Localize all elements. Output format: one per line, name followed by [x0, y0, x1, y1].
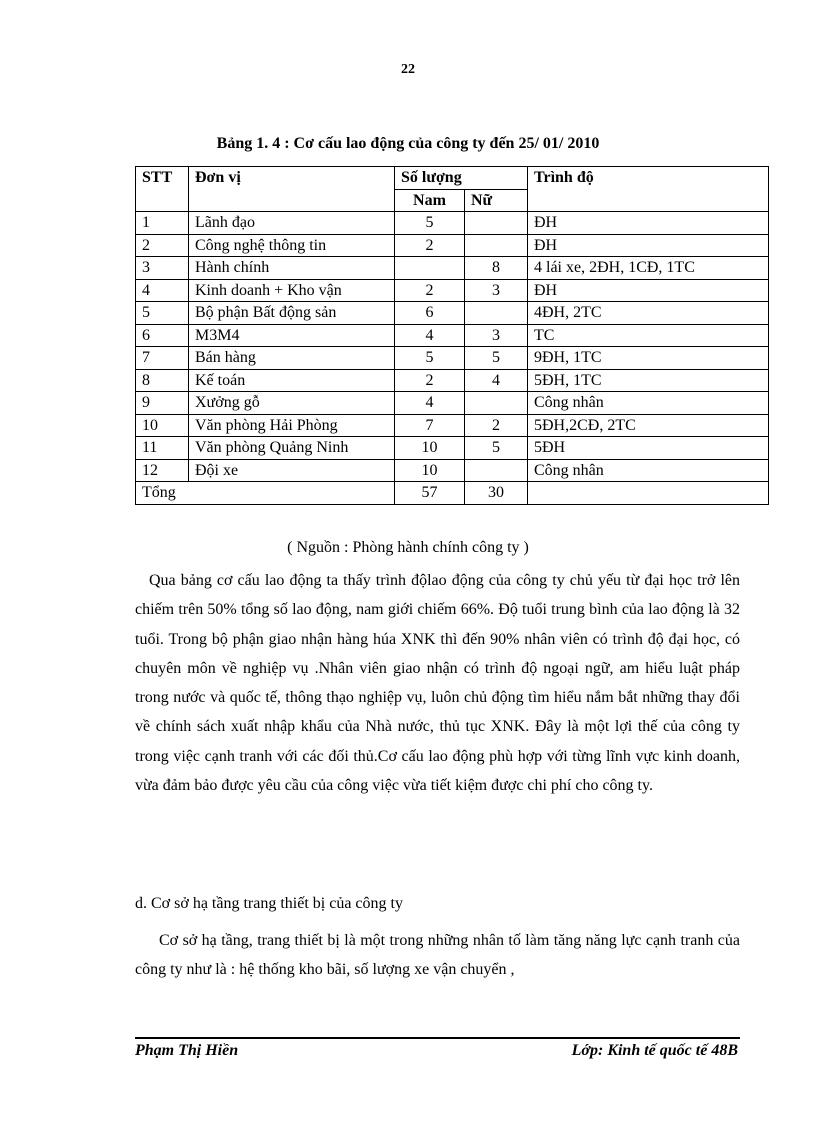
header-stt: STT	[136, 167, 189, 212]
cell-unit: Công nghệ thông tin	[189, 234, 395, 257]
paragraph-analysis: Qua bảng cơ cấu lao động ta thấy trình độlao động của công ty chủ yếu từ đại học trở lên chiếm trên 50% tổng số lao động, nam giới chiếm 66%. Độ tuổi trung bình của lao động là 32 tuổi. Trong bộ phận giao nhận hàng húa XNK thì đến 90% nhân viên có trình độ đại học, có chuyên môn về nghiệp vụ .Nhân viên giao nhận có trình độ ngoại ngữ, am hiểu luật pháp trong nước và quốc tế, thông thạo nghiệp vụ, luôn chủ động tìm hiểu nắm bắt những thay đổi về chính sách xuất nhập khẩu của Nhà nước, thủ tục XNK. Đây là một lợi thế của công ty trong việc cạnh tranh với các đối thủ.Cơ cấu lao động phù hợp với từng lĩnh vực kinh doanh, vừa đảm bảo được yêu cầu của công việc vừa tiết kiệm được chi phí cho công ty.	[135, 572, 740, 795]
cell-level: Công nhân	[528, 459, 769, 482]
total-label: Tổng	[136, 482, 395, 505]
cell-male: 4	[395, 392, 465, 415]
cell-stt: 4	[136, 279, 189, 302]
cell-unit: Lãnh đạo	[189, 212, 395, 235]
total-male: 57	[395, 482, 465, 505]
cell-female	[465, 459, 528, 482]
cell-unit: Đội xe	[189, 459, 395, 482]
cell-male: 2	[395, 279, 465, 302]
cell-female: 5	[465, 347, 528, 370]
cell-stt: 12	[136, 459, 189, 482]
cell-stt: 9	[136, 392, 189, 415]
table-row	[136, 324, 769, 347]
cell-male: 2	[395, 369, 465, 392]
cell-male: 10	[395, 437, 465, 460]
cell-level: 4ĐH, 2TC	[528, 302, 769, 325]
cell-unit: Văn phòng Hải Phòng	[189, 414, 395, 437]
section-heading: d. Cơ sở hạ tầng trang thiết bị của công ty	[135, 895, 403, 912]
cell-level: ĐH	[528, 234, 769, 257]
cell-level: ĐH	[528, 279, 769, 302]
header-female: Nữ	[465, 189, 528, 212]
cell-male: 10	[395, 459, 465, 482]
table-row	[136, 459, 769, 482]
cell-unit: Kinh doanh + Kho vận	[189, 279, 395, 302]
cell-unit: Văn phòng Quảng Ninh	[189, 437, 395, 460]
cell-female: 8	[465, 257, 528, 280]
cell-level: 9ĐH, 1TC	[528, 347, 769, 370]
cell-unit: Bộ phận Bất động sản	[189, 302, 395, 325]
cell-level: 5ĐH,2CĐ, 2TC	[528, 414, 769, 437]
table-row	[136, 392, 769, 415]
cell-female	[465, 234, 528, 257]
cell-stt: 1	[136, 212, 189, 235]
cell-unit: Xưởng gỗ	[189, 392, 395, 415]
cell-female	[465, 212, 528, 235]
table-row	[136, 414, 769, 437]
cell-level: 4 lái xe, 2ĐH, 1CĐ, 1TC	[528, 257, 769, 280]
cell-level: Công nhân	[528, 392, 769, 415]
header-quantity: Số lượng	[395, 167, 528, 190]
cell-unit: Hành chính	[189, 257, 395, 280]
page-number: 22	[401, 62, 415, 77]
table-row	[136, 437, 769, 460]
cell-female	[465, 302, 528, 325]
cell-unit: Bán hàng	[189, 347, 395, 370]
cell-male: 5	[395, 347, 465, 370]
cell-level: ĐH	[528, 212, 769, 235]
cell-female: 5	[465, 437, 528, 460]
table-row	[136, 279, 769, 302]
cell-stt: 5	[136, 302, 189, 325]
cell-male: 2	[395, 234, 465, 257]
table-row	[136, 234, 769, 257]
table-title: Bảng 1. 4 : Cơ cấu lao động của công ty đến 25/ 01/ 2010	[216, 135, 600, 152]
cell-male	[395, 257, 465, 280]
cell-female: 3	[465, 324, 528, 347]
cell-stt: 7	[136, 347, 189, 370]
table-row	[136, 302, 769, 325]
footer-class: Lớp: Kinh tế quốc tế 48B	[571, 1042, 738, 1059]
table-row	[136, 369, 769, 392]
cell-stt: 10	[136, 414, 189, 437]
cell-male: 4	[395, 324, 465, 347]
table-total-row	[136, 482, 769, 505]
cell-stt: 8	[136, 369, 189, 392]
cell-female	[465, 392, 528, 415]
cell-male: 6	[395, 302, 465, 325]
cell-stt: 2	[136, 234, 189, 257]
cell-stt: 3	[136, 257, 189, 280]
cell-stt: 11	[136, 437, 189, 460]
cell-female: 2	[465, 414, 528, 437]
paragraph-infrastructure: Cơ sở hạ tầng, trang thiết bị là một trong những nhân tố làm tăng năng lực cạnh tranh của công ty như là : hệ thống kho bãi, số lượng xe vận chuyển ,	[135, 932, 740, 979]
table-row	[136, 212, 769, 235]
table-row	[136, 257, 769, 280]
cell-level: 5ĐH	[528, 437, 769, 460]
cell-level: TC	[528, 324, 769, 347]
cell-unit: M3M4	[189, 324, 395, 347]
total-level	[528, 482, 769, 505]
cell-female: 4	[465, 369, 528, 392]
table-source: ( Nguồn : Phòng hành chính công ty )	[287, 539, 529, 556]
header-unit: Đơn vị	[189, 167, 395, 212]
footer-divider	[135, 1037, 740, 1039]
cell-female: 3	[465, 279, 528, 302]
table-header-row	[136, 167, 769, 190]
header-level: Trình độ	[528, 167, 769, 212]
table-row	[136, 347, 769, 370]
cell-stt: 6	[136, 324, 189, 347]
cell-level: 5ĐH, 1TC	[528, 369, 769, 392]
cell-unit: Kế toán	[189, 369, 395, 392]
header-male: Nam	[395, 189, 465, 212]
footer-author: Phạm Thị Hiền	[135, 1042, 239, 1059]
cell-male: 7	[395, 414, 465, 437]
labor-structure-table	[135, 166, 769, 505]
cell-male: 5	[395, 212, 465, 235]
total-female: 30	[465, 482, 528, 505]
